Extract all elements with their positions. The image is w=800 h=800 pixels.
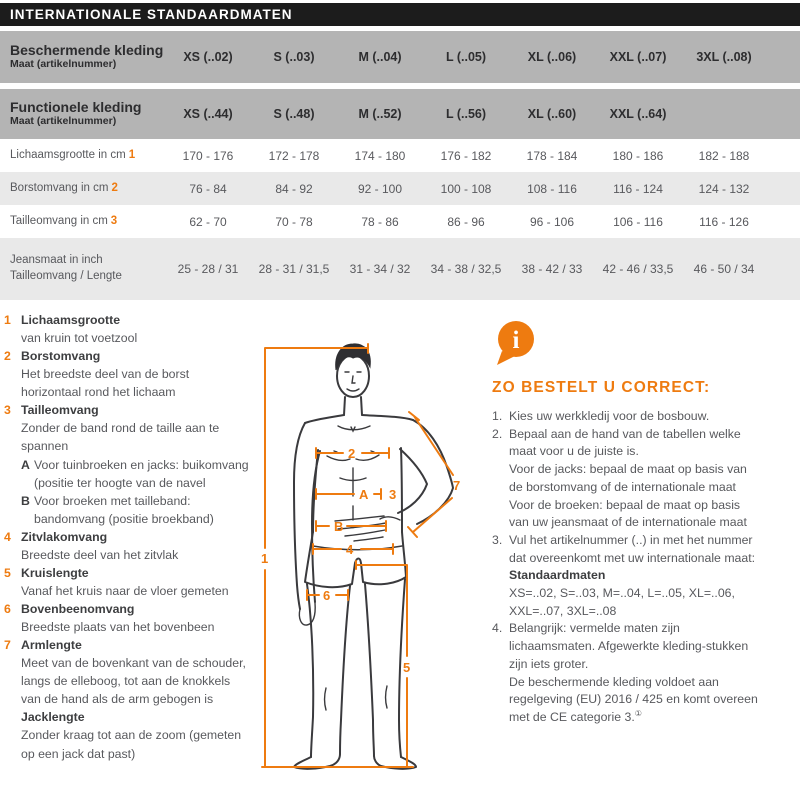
measure-label-waist: 3 (389, 487, 397, 502)
row-label-cell (0, 181, 165, 197)
row-label-text: Tailleomvang / Lengte (10, 270, 122, 282)
order-step-paragraph: XS=..02, S=..03, M=..04, L=..05, XL=..06, XXL=..07, 3XL=..08 (509, 586, 735, 618)
legend-item-title: Tailleomvang (21, 403, 99, 418)
size-value-cell: 28 - 31 / 31,5 (258, 262, 330, 276)
table-row (0, 172, 800, 205)
size-value-cell: 176 - 182 (440, 148, 492, 163)
size-value-cell: 92 - 100 (357, 181, 403, 196)
legend-sub-item (21, 456, 249, 492)
table-header-label-cell (0, 100, 165, 127)
size-column-header: XL (..06) (527, 50, 577, 64)
legend-item-title: Bovenbeenomvang (21, 602, 135, 616)
size-value-cell: 38 - 42 / 33 (521, 262, 583, 276)
size-legend (4, 311, 256, 763)
order-step (492, 620, 792, 726)
legend-item (4, 311, 256, 347)
size-value-cell: 76 - 84 (189, 181, 227, 196)
order-step-paragraph: Kies uw werkkledij voor de bosbouw. (509, 409, 710, 423)
size-column-header: M (..52) (358, 107, 402, 121)
row-label-number: 2 (111, 181, 118, 194)
legend-item-description: Zonder de band rond de taille aan te spannen (21, 421, 220, 454)
size-column-header: M (..04) (358, 50, 402, 64)
legend-sub-item (21, 492, 249, 528)
legend-item-title: Lichaamsgrootte (21, 313, 121, 327)
size-value-cell: 124 - 132 (698, 181, 750, 196)
legend-item-number: 1 (4, 313, 11, 327)
row-label-line (10, 181, 165, 197)
order-step-paragraph: Standaardmaten (509, 568, 606, 583)
table-header-sublabel: Maat (artikelnummer) (10, 57, 117, 70)
legend-item-title: Borstomvang (21, 349, 101, 364)
size-value-cell: 46 - 50 / 34 (693, 262, 755, 276)
legend-item-body (21, 708, 249, 762)
table-row (0, 139, 800, 172)
measure-label-inseam: 5 (403, 660, 411, 675)
size-value-cell: 42 - 46 / 33,5 (602, 262, 674, 276)
legend-item (4, 347, 256, 401)
order-step-body (509, 408, 759, 426)
legend-item-number: 5 (4, 565, 11, 580)
table-title: INTERNATIONALE STANDAARDMATEN (10, 7, 293, 22)
size-column-header: XL (..60) (527, 107, 577, 121)
table-header-row (0, 89, 800, 139)
row-label-text: Borstomvang in cm (10, 181, 109, 194)
legend-item-title: Kruislengte (21, 565, 89, 580)
legend-item-number: 3 (4, 403, 11, 418)
legend-item-body (21, 528, 249, 564)
order-step-paragraph: Bepaal aan de hand van de tabellen welke maat voor u de juiste is. (509, 426, 741, 459)
order-step-paragraph: Belangrijk: vermelde maten zijn lichaamsmaten. Afgewerkte kleding-stukken zijn iets groter. (509, 621, 749, 671)
legend-item-number: 2 (4, 349, 11, 364)
order-step-paragraph: Voor de jacks: bepaal de maat op basis van de borstomvang of de internationale maat (509, 462, 747, 494)
order-step-number: 1. (492, 409, 503, 423)
size-column-header: 3XL (..08) (696, 50, 752, 64)
table-header-label: Beschermende kleding (10, 42, 164, 59)
legend-item-description: Breedste deel van het zitvlak (21, 547, 179, 562)
info-icon-letter: i (512, 327, 520, 354)
order-step-paragraph: Vul het artikelnummer (..) in met het nummer dat overeenkomt met uw internationale maat: (509, 532, 756, 565)
measure-label-waist-b: B (334, 519, 344, 534)
measure-label-height: 1 (261, 551, 269, 566)
size-value-cell: 180 - 186 (612, 148, 664, 163)
size-value-cell: 116 - 126 (699, 214, 749, 229)
size-value-cell: 178 - 184 (526, 148, 578, 163)
legend-item-description: Breedste plaats van het bovenbeen (21, 620, 215, 635)
measure-label-thigh: 6 (323, 588, 331, 603)
measure-label-arm: 7 (453, 478, 461, 493)
size-column-header: XS (..44) (183, 107, 233, 121)
legend-item (4, 564, 256, 600)
legend-sub-text: Voor broeken met tailleband: bandomvang (positie broekband) (34, 493, 214, 526)
legend-sub-letter: A (21, 457, 30, 472)
row-label-number: 3 (110, 214, 118, 227)
size-value-cell: 170 - 176 (182, 148, 234, 163)
legend-item-title: Jacklengte (21, 710, 85, 725)
size-column-header: XXL (..07) (609, 50, 667, 64)
size-column-header: S (..03) (273, 50, 315, 64)
legend-item-description: Het breedste deel van de borst horizontaal rond het lichaam (21, 367, 190, 400)
legend-item-number (4, 708, 21, 762)
order-steps-list (492, 408, 792, 727)
legend-item-number: 6 (4, 602, 11, 616)
size-value-cell: 106 - 116 (613, 214, 663, 229)
size-value-cell: 25 - 28 / 31 (177, 262, 239, 276)
legend-item-body (21, 311, 249, 347)
row-label-line (10, 269, 165, 285)
legend-item-body (21, 600, 249, 636)
order-step (492, 532, 792, 621)
order-step-paragraph: Voor de broeken: bepaal de maat op basis van uw jeansmaat of de internationale maat (509, 497, 747, 530)
size-value-cell: 62 - 70 (189, 214, 227, 229)
size-value-cell: 116 - 124 (613, 181, 663, 196)
measure-label-chest: 2 (348, 446, 356, 461)
legend-item-body (21, 401, 249, 527)
size-value-cell: 86 - 96 (447, 214, 485, 229)
legend-item-title: Zitvlakomvang (21, 529, 108, 544)
order-step (492, 426, 792, 532)
table-header-sublabel: Maat (artikelnummer) (10, 114, 117, 127)
legend-item (4, 528, 256, 564)
measure-label-waist-a: A (359, 487, 369, 502)
order-step-body (509, 532, 759, 621)
row-label-cell (0, 214, 165, 230)
order-info-heading: ZO BESTELT U CORRECT: (492, 379, 711, 396)
table-header-label: Functionele kleding (10, 99, 142, 116)
footnote-mark: ① (634, 708, 642, 718)
legend-item-description: Zonder kraag tot aan de zoom (gemeten op een jack dat past) (21, 728, 242, 761)
table-row (0, 205, 800, 238)
row-label-cell (0, 148, 165, 164)
size-value-cell: 174 - 180 (354, 148, 406, 163)
table-row (0, 238, 800, 300)
row-label-text: Jeansmaat in inch (10, 254, 103, 267)
size-value-cell: 96 - 106 (529, 214, 575, 229)
legend-item-description: Vanaf het kruis naar de vloer gemeten (21, 583, 229, 598)
size-column-header: L (..56) (445, 107, 487, 121)
legend-item (4, 600, 256, 636)
order-step (492, 408, 792, 426)
info-speech-bubble-icon (492, 320, 538, 366)
legend-item-number: 4 (4, 529, 11, 544)
order-step-number: 3. (492, 532, 503, 547)
size-column-header: S (..48) (273, 107, 315, 121)
size-value-cell: 78 - 86 (361, 214, 399, 229)
legend-item-title: Armlengte (21, 638, 82, 653)
order-step-number: 2. (492, 426, 503, 441)
legend-item-body (21, 636, 249, 708)
order-step-number: 4. (492, 621, 503, 636)
row-label-cell (0, 253, 165, 284)
row-label-line (10, 214, 165, 230)
legend-sub-text: Voor tuinbroeken en jacks: buikomvang (positie ter hoogte van de navel (34, 457, 249, 490)
row-label-number: 1 (128, 148, 136, 161)
size-column-header: XS (..02) (183, 50, 233, 64)
size-value-cell: 172 - 178 (268, 148, 320, 163)
size-value-cell: 70 - 78 (275, 214, 313, 229)
order-step-body (509, 620, 759, 726)
size-column-header: L (..05) (445, 50, 487, 64)
size-column-header: XXL (..64) (609, 107, 667, 121)
row-label-text: Lichaamsgrootte in cm (10, 148, 126, 161)
man-line-drawing (294, 344, 453, 769)
legend-item (4, 636, 256, 708)
legend-item-description: Meet van de bovenkant van de schouder, langs de elleboog, tot aan de knokkels van de hand als de arm gebogen is (21, 656, 246, 707)
size-value-cell: 182 - 188 (698, 148, 750, 163)
order-step-paragraph: De beschermende kleding voldoet aan regelgeving (EU) 2016 / 425 en komt overeen met de CE categorie 3.① (509, 674, 758, 724)
order-info-panel (492, 320, 792, 727)
legend-sub-letter: B (21, 493, 30, 508)
legend-item-description: van kruin tot voetzool (21, 331, 138, 346)
size-value-cell: 84 - 92 (275, 181, 313, 196)
size-value-cell: 34 - 38 / 32,5 (430, 262, 502, 276)
order-step-body (509, 426, 759, 532)
legend-item-number: 7 (4, 638, 11, 653)
legend-item-body (21, 564, 249, 600)
table-header-label-cell (0, 43, 165, 70)
size-value-cell: 31 - 34 / 32 (349, 262, 411, 276)
size-value-cell: 108 - 116 (527, 181, 577, 196)
measure-label-seat: 4 (346, 542, 354, 557)
row-label-line (10, 253, 165, 269)
size-table (0, 31, 800, 300)
body-measurement-figure (250, 320, 500, 798)
legend-item (4, 708, 256, 762)
row-label-line (10, 148, 165, 164)
size-value-cell: 100 - 108 (440, 181, 492, 196)
legend-item-body (21, 347, 249, 401)
table-title-bar (0, 3, 800, 26)
table-header-row (0, 31, 800, 83)
row-label-text: Tailleomvang in cm (10, 214, 108, 227)
legend-item (4, 401, 256, 527)
